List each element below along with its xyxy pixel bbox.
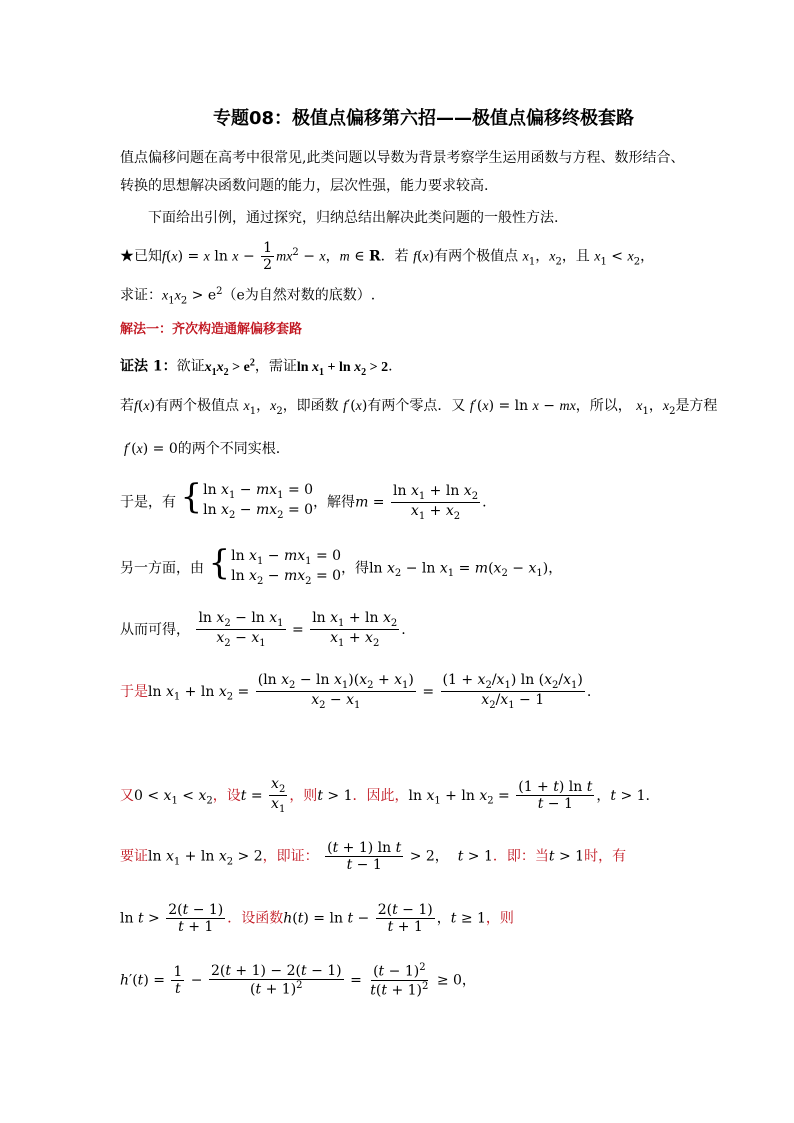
problem-star-label: ★已知: [120, 248, 162, 265]
page-title: 专题08：极值点偏移第六招——极值点偏移终极套路: [213, 108, 635, 129]
proof-line-set-t: 又$0 < x_1 < x_2$，设t = $\frac{x_2}{x_1}$ ，则t > 1．因此，$\ln x_1 + \ln x_2$ = $\frac{\text{(1 + t) ln t}}{t - 1}$ ，t > 1.: [120, 776, 651, 816]
proof-line-auxiliary-function: ln t > $\frac{2(t - 1)}{t + 1}$ ．设函数h(t) = ln t − $\frac{2(t - 1)}{t + 1}$ ，t ≥ 1，则: [120, 902, 514, 936]
proof-line-reduction: 要证$\ln x_1 + \ln x_2 > 2$，即证： $\frac{\text{(t + 1) ln t}}{t - 1}$ > 2， t > 1．即：当t > 1时，有: [120, 840, 627, 874]
intro-paragraph-line-1: 值点偏移问题在高考中很常见,此类问题以导数为背景考察学生运用函数与方程、数形结合、: [120, 150, 685, 166]
proof-line-system-2: 另一方面，由 { $\ln x_1 - mx_1 = 0$ $\ln x_2 - mx_2 = 0$ ，得$\ln x_2 - \ln x_1 = m(x_2 - x_1)$，: [120, 543, 563, 588]
prove-note: （e为自然对数的底数）.: [222, 287, 376, 304]
fraction-m-solution: $\frac{\ln x_1 + \ln x_2}{x_1 + x_2}$: [392, 482, 479, 522]
problem-statement: ★已知f(x) = x ln x − $\frac{1}{2}$ $mx^2 - x$，m ∈ R．若 f(x)有两个极值点 $x_1$，$x_2$，且 $x_1 < x_2$，: [120, 240, 655, 274]
intro-paragraph-line-2: 转换的思想解决函数问题的能力，层次性强，能力要求较高.: [120, 178, 489, 194]
prove-label: 求证：: [120, 287, 162, 304]
equation-system: { $\ln x_1 - mx_1 = 0$ $\ln x_2 - mx_2 = 0$: [208, 543, 342, 588]
problem-function-formula: f: [162, 249, 166, 265]
proof-line-derivative: 若f(x)有两个极值点 $x_1$，$x_2$，即函数 f′(x)有两个零点．又 f′(x) = ln x − mx，所以， $x_1$，$x_2$是方程: [120, 398, 718, 417]
proof-intro: 证法 1：欲证$x_1x_2 > e^2$，需证$\ln x_1 + \ln x_2 > 2$.: [120, 357, 393, 378]
prove-statement: 求证：$x_1x_2 > e^2(e$为自然对数的底数）.: [120, 286, 376, 307]
equation-system: { $\ln x_1 - mx_1 = 0$ $\ln x_2 - mx_2 = 0$: [180, 477, 314, 522]
problem-extreme-text: 有两个极值点: [434, 248, 519, 265]
proof-line-ratio: 从而可得， $\frac{\ln x_2 - \ln x_1}{x_2 - x_1}$ = $\frac{\ln x_1 + \ln x_2}{x_1 + x_2}$ .: [120, 610, 406, 650]
intro-paragraph-line-3: 下面给出引例，通过探究，归纳总结出解决此类问题的一般性方法.: [148, 210, 559, 226]
proof-line-roots: f′(x) = 0的两个不同实根.: [124, 441, 281, 457]
proof-line-derivative-h: h′(t) = $\frac{1}{t}$ − $\frac{2(t + 1) - 2(t - 1)}{(t + 1)^2}$ = $\frac{(t - 1)^2}{t(t + 1)^2}$ ≥ 0，: [120, 962, 476, 999]
method-heading: 解法一：齐次构造通解偏移套路: [120, 322, 303, 337]
proof-line-substitution: 于是$\ln x_1 + \ln x_2$ = $\frac{(\ln x_2 - \ln x_1)(x_2 + x_1)}{x_2 - x_1}$ = $\frac{(1 + x_2/x_1) \ln (x_2/x_1)}{x_2/x_1 - 1}$ .: [120, 672, 592, 712]
proof-label: 证法 1：: [120, 358, 177, 375]
fraction-one-half: $\frac{1}{2}$: [263, 240, 273, 274]
proof-line-system-1: 于是，有 { $\ln x_1 - mx_1 = 0$ $\ln x_2 - mx_2 = 0$ ，解得m = $\frac{\ln x_1 + \ln x_2}{x_1 + x_2}$ .: [120, 477, 487, 522]
